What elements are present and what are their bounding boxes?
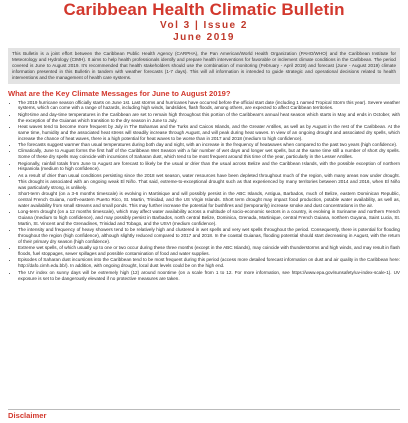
date-label: June 2019	[173, 32, 235, 43]
list-item: • The forecasts suggest warmer than usual temperatures during both day and night, with an increase in the frequency of heatwaves when compared to the past two years (high confidence).	[18, 142, 400, 148]
list-item: • The UV index on sunny days will be extremely high (12) around noontime (on a scale from 1 to 12. For more information, see https://www.epa.gov/sunsafety/uv-index-scale-1). UV exposure is set to be dangerously elevated if no protective measures are taken.	[18, 270, 400, 282]
list-item: • Regionally, rainfall totals from June to August are forecast to likely be the usual or drier than the usual across Belize and the Caribbean Islands, with the possible exception of northern Hispaniola (medium to high confidence).	[18, 161, 400, 173]
intro-paragraph: This Bulletin is a joint effort between the Caribbean Public Health Agency (CARPHA), the Pan American/World Health Organization (PAHO/WHO) and the Caribbean Institute for Meteorology and Hydrology (CIMH). It aims to help health professionals identify and prepare health interventions for favorable or inclement climate conditions in the Caribbean. The period covered is June to August 2019. It's recommended that health stakeholders should use the combination of monitoring (February - April 2019) and forecast (June - August 2019) climate information presented in this Bulletin in tandem with weather forecasts (1-7 days). This will all information is intended to guide strategic and operational decisions related to health interventions and the management of health care systems.	[8, 48, 400, 84]
list-item: • Extreme wet spells, of which usually up to one or two occur during these three months (except in the ABC Islands), may coincide with thunderstorms and high winds, and may result in flash floods, fuel stoppages, sewer spillages and possible contamination of food and water supplies.	[18, 245, 400, 257]
disclaimer-heading: Disclaimer	[8, 411, 47, 420]
issue-label: Vol 3 | Issue 2	[160, 20, 248, 31]
list-item: • Short-term drought (on a 3-6 months timescale) is evolving in Martinique and will possibly persist in the ABC Islands, Antigua, Barbados, much of Belize, eastern Dominican Republic, central French Guiana, north-eastern Puerto Rico, St. Martin, Trinidad, and the US Virgin Islands. Short term drought may impact food production, potable water availability, as well as, water availability from small streams and small ponds. This may further increase the potential for bushfires and (temporarily) increase smoke and dust concentrations in the air.	[18, 191, 400, 209]
list-item: • As a result of drier than usual conditions persisting since the 2018 wet season, water resources have been depleted throughout much of the region, with many areas now under drought. This drought is associated with an ongoing weak El Niño. That said, extreme-to-exceptional drought such as that experienced by many territories between 2014 and 2016, when El Niño was particularly strong, is unlikely.	[18, 173, 400, 191]
key-messages-list	[0, 100, 408, 282]
footer-divider	[8, 409, 400, 410]
list-item: • The intensity and frequency of heavy showers tend to be relatively high and clustered in wet spells and very wet spells throughout the period. Consequently, there is potential for flooding throughout the region (high confidence), although slightly reduced compared to 2017 and 2018. In the coastal Guianas, flooding potential should start decreasing in August, with the return of their primary dry season (high confidence).	[18, 227, 400, 245]
list-item: • The 2019 hurricane season officially starts on June 1st. Last storms and hurricanes have occurred before the official start date (including 1 named Tropical Storm this year). Severe weather systems, which can come with a range of hazards, including high winds, landslides, flash floods, among others, are expected to affect Caribbean territories.	[18, 100, 400, 112]
section-heading: What are the Key Climate Messages for June to August 2019?	[8, 88, 231, 98]
list-item: • Climatically, June to August forms the first half of the Caribbean Wet Season with a fair number of wet days and longer wet spells, but at the same time still a number of short dry spells. Some of these dry spells may coincide with incursions of Saharan dust, which tend to be most frequent around this time of the year, particularly in the Lesser Antilles.	[18, 148, 400, 160]
list-item: • Heat waves tend to become more frequent by July in The Bahamas and the Turks and Caicos Islands, and the Greater Antilles, as well as by August in the rest of the Caribbean. At the same time, humidity and the associated heat stress will steadily increase through August, and will peak during heat waves. In view of an ongoing drought and associated dry spells, which increase the chance of heat waves, there is a high potential for heat waves to be worse than in 2017 and 2018 (medium to high confidence).	[18, 124, 400, 142]
list-item: • Episodes of Saharan dust incursions into the Caribbean tend to be most frequent during this period (access more detailed forecast information on dust and air quality in the Caribbean here: http://dafo.cimh.edu.bb/). In addition, with ongoing drought, local dust levels could be on the high end.	[18, 257, 400, 269]
bulletin-title: Caribbean Health Climatic Bulletin	[63, 0, 345, 19]
list-item: • Long-term drought (on a 12 months timescale), which may affect water availability across a multitude of socio-economic sectors in a country, is evolving in Suriname and northern French Guiana (medium to high confidence), and may possibly persist in Barbados, north central Belize, Dominica, Grenada, Martinique, central French Guiana, northern Guyana, Saint Lucia, St. Martin, St. Vincent and the Grenadines, Trinidad and Tobago, and the USVI (medium confidence).	[18, 209, 400, 227]
list-item: • Night-time and day-time temperatures in the Caribbean are set to remain high throughout this portion of the Caribbean's annual heat season which starts in May and ends in October, with the exception of the Guianas which transition to the dry season in June to July.	[18, 112, 400, 124]
